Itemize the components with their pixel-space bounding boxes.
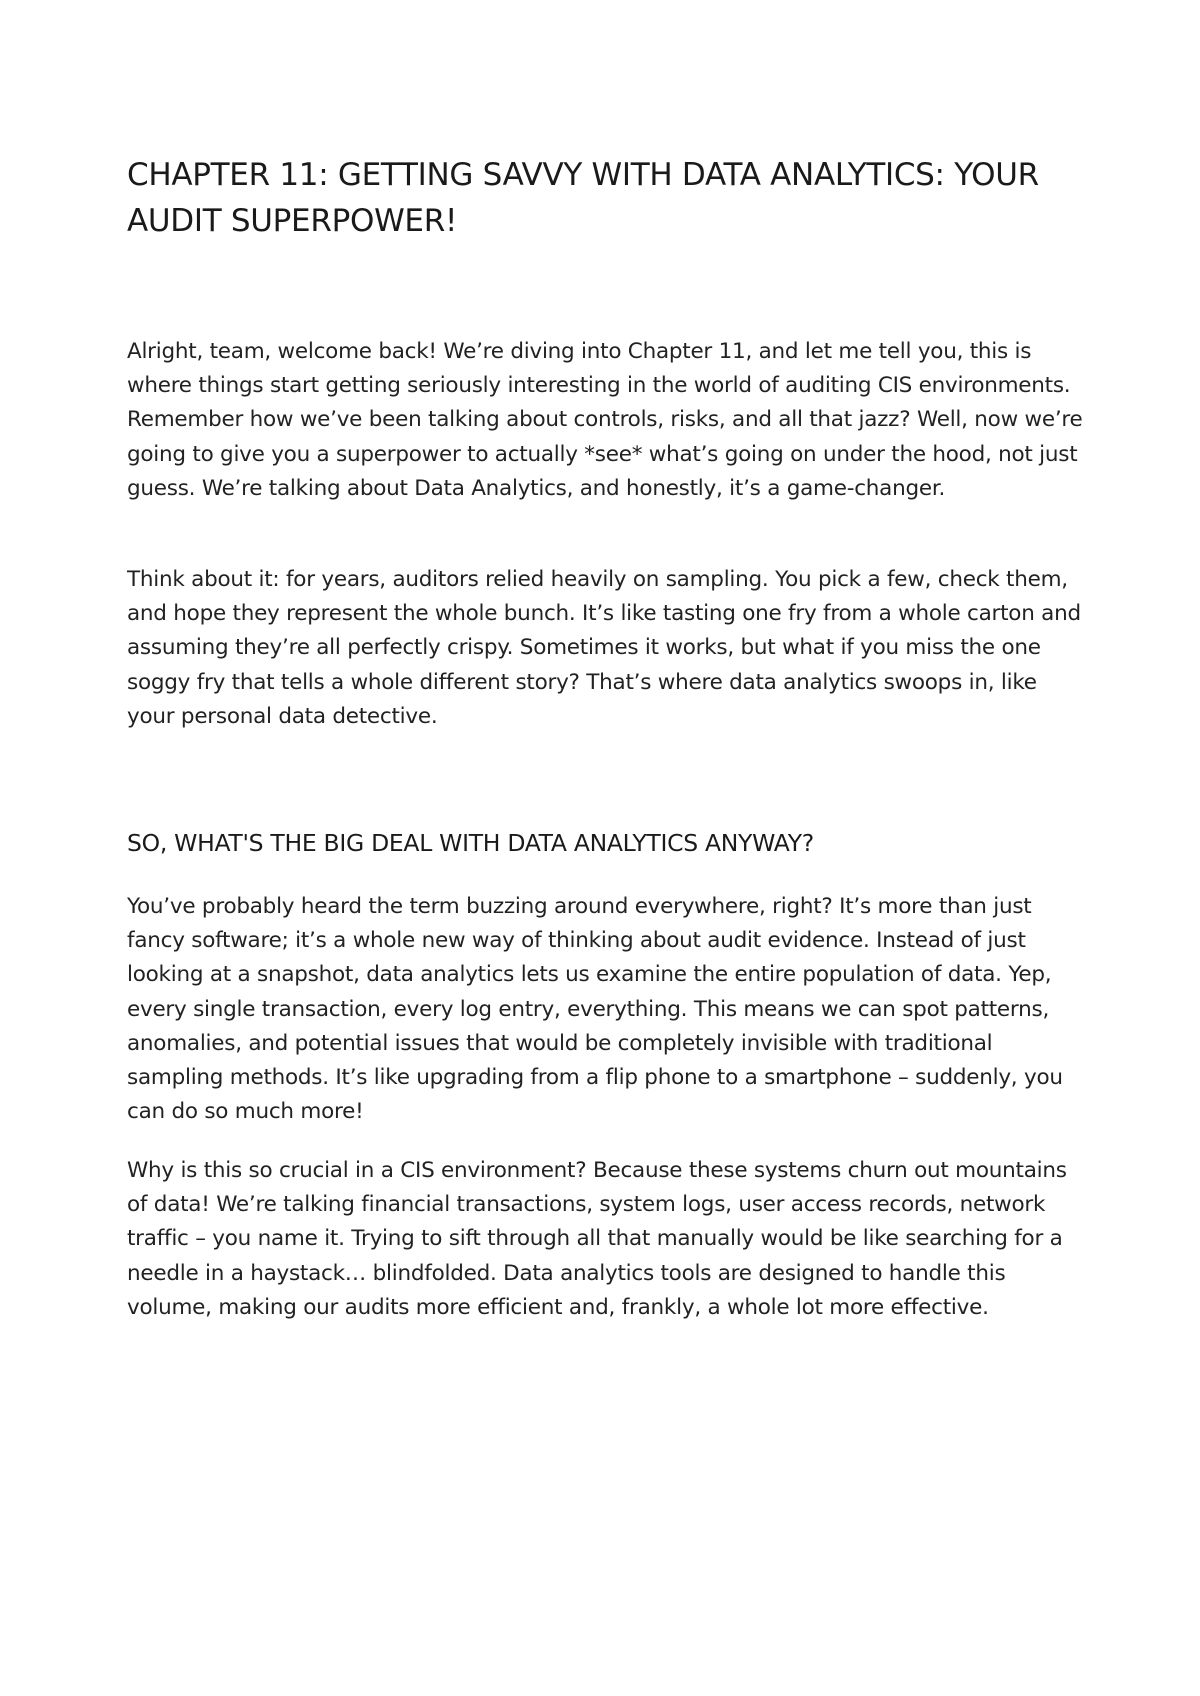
- intro-paragraph-2: Think about it: for years, auditors relied heavily on sampling. You pick a few, check them, and hope they represent the whole bunch. It’s like tasting one fry from a whole carton and assuming they’re all perfectly crispy. Sometimes it works, but what if you miss the one soggy fry that tells a whole different story? That’s where data analytics swoops in, like your personal data detective.: [127, 567, 1081, 729]
- section-paragraph-1: You’ve probably heard the term buzzing around everywhere, right? It’s more than just fancy software; it’s a whole new way of thinking about audit evidence. Instead of just looking at a snapshot, data analytics lets us examine the entire population of data. Yep, every single transaction, every log entry, everything. This means we can spot patterns, anomalies, and potential issues that would be completely invisible with traditional sampling methods. It’s like upgrading from a flip phone to a smartphone – suddenly, you can do so much more!: [127, 894, 1063, 1125]
- section-heading: SO, WHAT'S THE BIG DEAL WITH DATA ANALYTICS ANYWAY?: [127, 829, 814, 857]
- chapter-title: CHAPTER 11: GETTING SAVVY WITH DATA ANALYTICS: YOUR AUDIT SUPERPOWER!: [127, 157, 1039, 239]
- section-paragraph-2: Why is this so crucial in a CIS environment? Because these systems churn out mountains of data! We’re talking financial transactions, system logs, user access records, network traffic – you name it. Trying to sift through all that manually would be like searching for a needle in a haystack… blindfolded. Data analytics tools are designed to handle this volume, making our audits more efficient and, frankly, a whole lot more effective.: [127, 1158, 1067, 1320]
- intro-paragraph-1: Alright, team, welcome back! We’re diving into Chapter 11, and let me tell you, this is where things start getting seriously interesting in the world of auditing CIS environments. Remember how we’ve been talking about controls, risks, and all that jazz? Well, now we’re going to give you a superpower to actually *see* what’s going on under the hood, not just guess. We’re talking about Data Analytics, and honestly, it’s a game-changer.: [127, 339, 1083, 501]
